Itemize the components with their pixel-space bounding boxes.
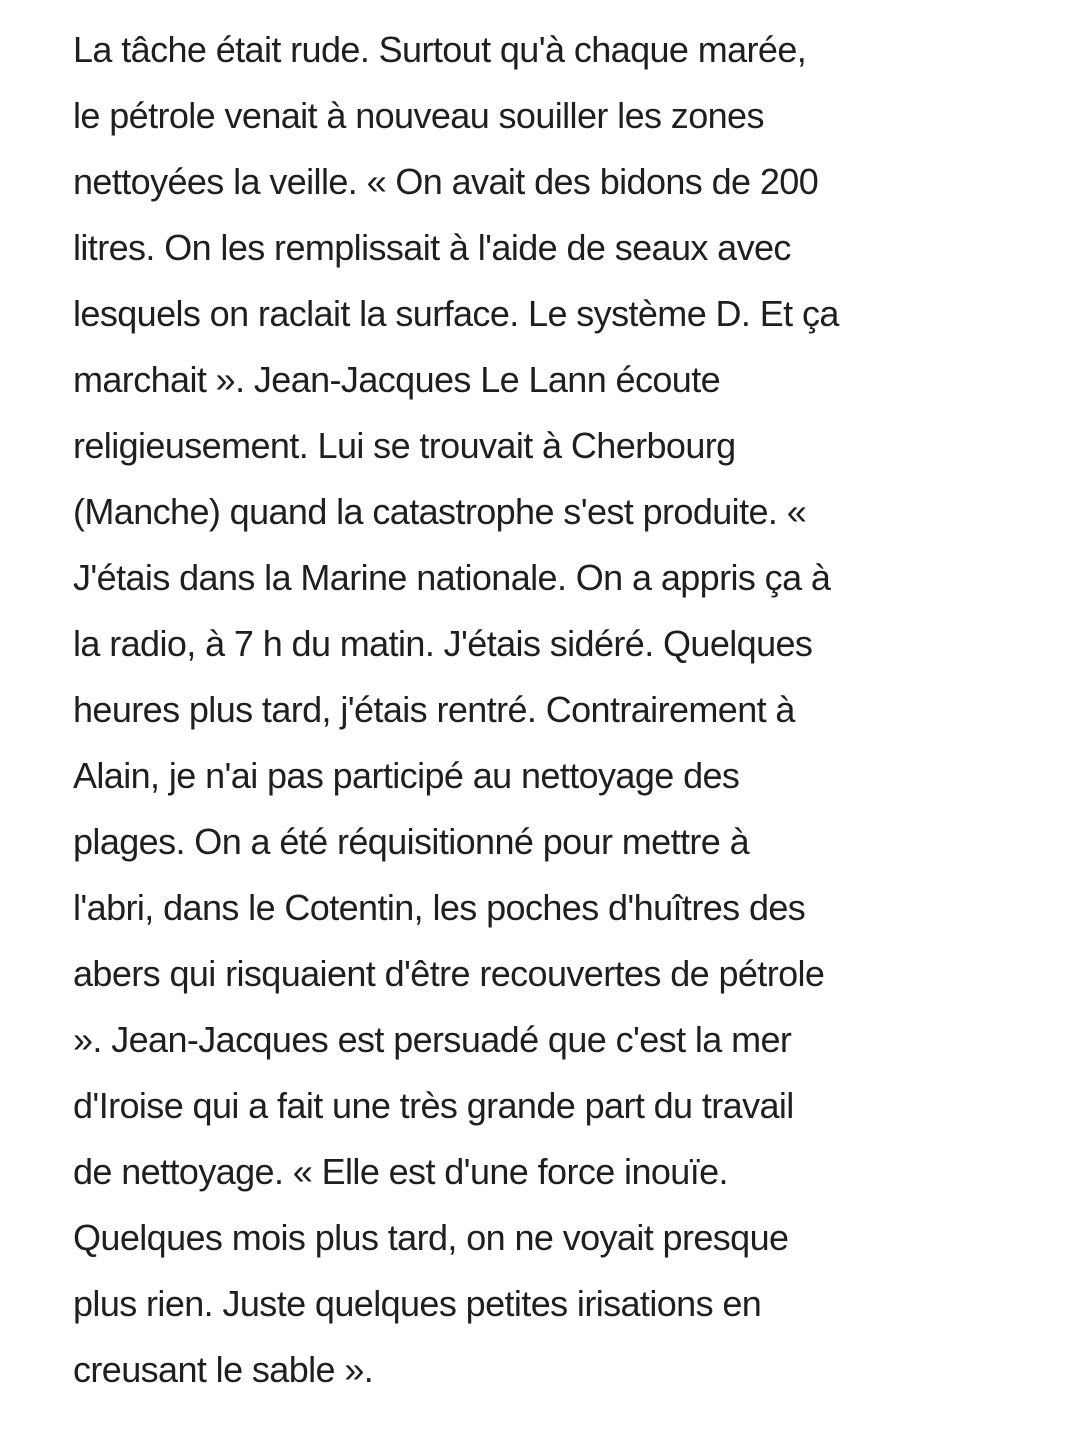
paragraph-line: La tâche était rude. Surtout qu'à chaque marée, (73, 29, 807, 70)
paragraph-line: l'abri, dans le Cotentin, les poches d'huîtres des (73, 887, 806, 928)
paragraph-line: heures plus tard, j'étais rentré. Contrairement à (73, 689, 795, 730)
paragraph-line: marchait ». Jean-Jacques Le Lann écoute (73, 359, 721, 400)
paragraph-line: religieusement. Lui se trouvait à Cherbourg (73, 425, 736, 466)
paragraph-line: lesquels on raclait la surface. Le système D. Et ça (73, 293, 839, 334)
paragraph-line: le pétrole venait à nouveau souiller les zones (73, 95, 764, 136)
paragraph-line: ». Jean-Jacques est persuadé que c'est la mer (73, 1019, 792, 1060)
paragraph-line: plus rien. Juste quelques petites irisations en (73, 1283, 762, 1324)
paragraph-line: d'Iroise qui a fait une très grande part du travail (73, 1085, 794, 1126)
paragraph-line: Quelques mois plus tard, on ne voyait presque (73, 1217, 789, 1258)
paragraph-line: nettoyées la veille. « On avait des bidons de 200 (73, 161, 819, 202)
paragraph-line: Alain, je n'ai pas participé au nettoyage des (73, 755, 740, 796)
paragraph-line: litres. On les remplissait à l'aide de seaux avec (73, 227, 791, 268)
paragraph-line: plages. On a été réquisitionné pour mettre à (73, 821, 750, 862)
paragraph-line: abers qui risquaient d'être recouvertes de pétrole (73, 953, 825, 994)
article-paragraph (73, 17, 1033, 1403)
paragraph-line: de nettoyage. « Elle est d'une force inouïe. (73, 1151, 728, 1192)
paragraph-line: J'étais dans la Marine nationale. On a appris ça à (73, 557, 831, 598)
paragraph-line: creusant le sable ». (73, 1349, 374, 1390)
paragraph-line: la radio, à 7 h du matin. J'étais sidéré. Quelques (73, 623, 813, 664)
paragraph-line: (Manche) quand la catastrophe s'est produite. « (73, 491, 807, 532)
